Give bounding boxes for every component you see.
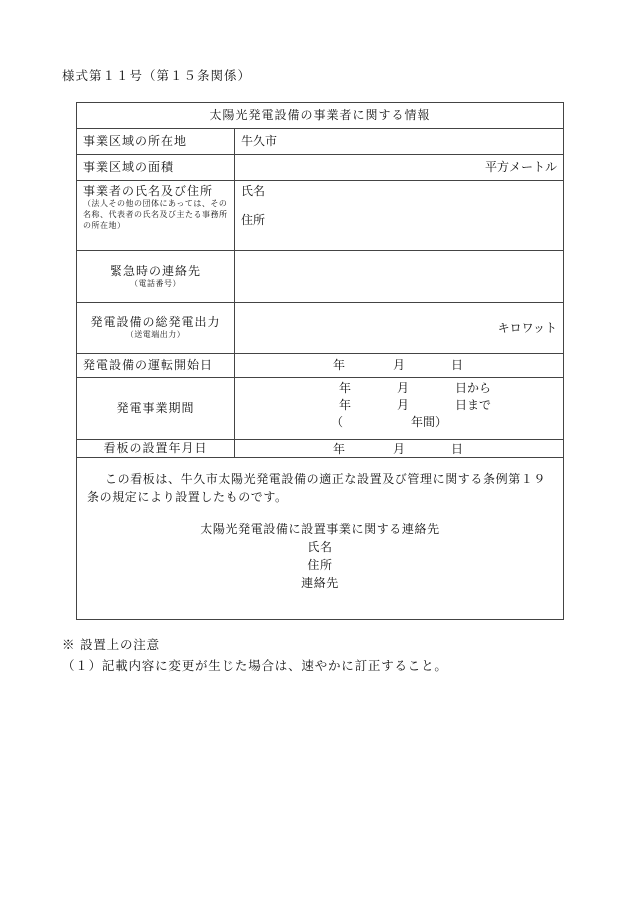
operator-note-open: （ xyxy=(83,199,92,208)
table-title: 太陽光発電設備の事業者に関する情報 xyxy=(77,103,564,129)
period-from-day: 日から xyxy=(455,381,492,395)
notice-cell xyxy=(77,458,564,620)
operator-value-cell xyxy=(235,181,564,251)
contact-block xyxy=(87,520,553,592)
start-label: 発電設備の運転開始日 xyxy=(77,354,235,378)
form-number: 様式第１１号（第１５条関係） xyxy=(62,68,252,83)
address-label: 住所 xyxy=(241,213,266,227)
sign-date xyxy=(235,440,564,458)
start-month: 月 xyxy=(393,358,406,372)
location-value: 牛久市 xyxy=(235,129,564,155)
period-label: 発電事業期間 xyxy=(77,378,235,440)
contact-phone: 連絡先 xyxy=(301,576,339,590)
capacity-cell xyxy=(77,303,235,354)
start-day: 日 xyxy=(451,358,464,372)
operator-note-text: 法人その他の団体にあっては、その名称、代表者の氏名及び主たる事務所の所在地） xyxy=(83,199,228,230)
operator-note xyxy=(83,199,228,231)
emergency-note: （電話番号） xyxy=(130,278,181,288)
period-paren-open: （ xyxy=(331,415,344,429)
sign-day: 日 xyxy=(451,442,464,456)
period-from-month: 月 xyxy=(397,381,410,395)
capacity-unit: キロワット xyxy=(235,303,564,354)
capacity-note: （送電端出力） xyxy=(125,330,186,340)
contact-name: 氏名 xyxy=(307,540,333,554)
emergency-cell xyxy=(77,251,235,303)
capacity-label: 発電設備の総発電出力 xyxy=(90,315,221,330)
area-label: 事業区域の面積 xyxy=(77,155,235,181)
operator-info-table xyxy=(76,102,564,620)
emergency-value xyxy=(235,251,564,303)
notes-item-1: （１）記載内容に変更が生じた場合は、速やかに訂正すること。 xyxy=(62,658,448,674)
operator-label: 事業者の氏名及び住所 xyxy=(83,184,214,198)
operator-cell xyxy=(77,181,235,251)
period-years: 年間） xyxy=(411,415,448,429)
start-year: 年 xyxy=(333,358,346,372)
sign-date-label: 看板の設置年月日 xyxy=(77,440,235,458)
location-label: 事業区域の所在地 xyxy=(77,129,235,155)
start-date xyxy=(235,354,564,378)
period-to-day: 日まで xyxy=(455,398,492,412)
name-label: 氏名 xyxy=(241,184,266,198)
emergency-label: 緊急時の連絡先 xyxy=(109,263,201,278)
notice-text: この看板は、牛久市太陽光発電設備の適正な設置及び管理に関する条例第１９条の規定により設置したものです。 xyxy=(87,472,547,504)
notes-heading: ※ 設置上の注意 xyxy=(62,637,160,652)
period-from-year: 年 xyxy=(339,381,352,395)
contact-address: 住所 xyxy=(307,558,333,572)
contact-title: 太陽光発電設備に設置事業に関する連絡先 xyxy=(200,522,440,536)
period-to-month: 月 xyxy=(397,398,410,412)
period-to-year: 年 xyxy=(339,398,352,412)
period-value xyxy=(235,378,564,440)
installation-notes xyxy=(62,634,448,677)
sign-year: 年 xyxy=(333,442,346,456)
area-unit: 平方メートル xyxy=(235,155,564,181)
sign-month: 月 xyxy=(393,442,406,456)
